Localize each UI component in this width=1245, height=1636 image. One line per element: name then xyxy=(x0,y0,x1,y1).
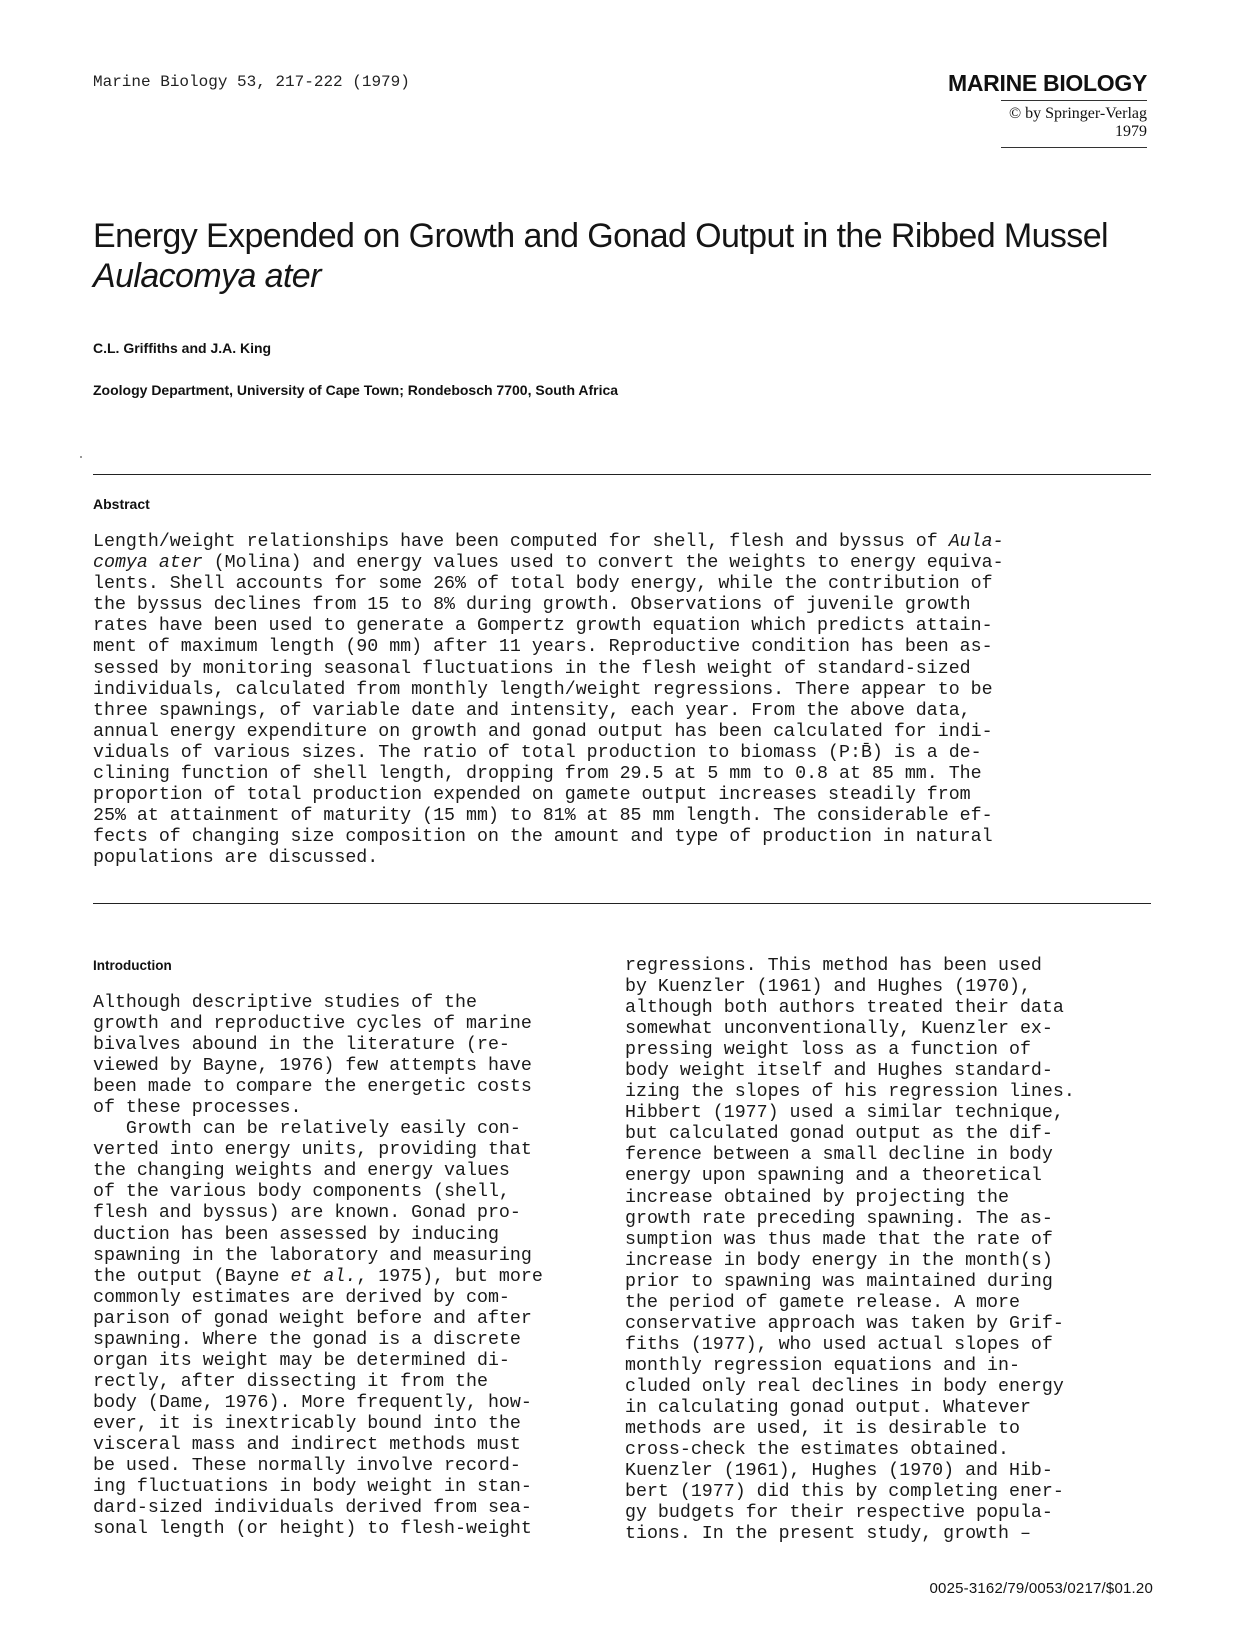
introduction-left-column xyxy=(93,993,543,1540)
text-line: Although descriptive studies of the xyxy=(93,993,477,1013)
text-line: rates have been used to generate a Gompertz growth equation which predicts attain- xyxy=(93,616,993,637)
text-line: Length/weight relationships have been computed for shell, flesh and byssus of Aula- xyxy=(93,532,1004,552)
text-line: parison of gonad weight before and after xyxy=(93,1308,532,1329)
text-line: in calculating gonad output. Whatever xyxy=(625,1397,1031,1418)
text-line: of the various body components (shell, xyxy=(93,1182,510,1203)
text-line: cross-check the estimates obtained. xyxy=(625,1440,1009,1461)
text-line: bivalves abound in the literature (re- xyxy=(93,1035,510,1056)
text-line: spawning. Where the gonad is a discrete xyxy=(93,1329,521,1350)
text-line: gy budgets for their respective popula- xyxy=(625,1503,1053,1524)
text-line: the changing weights and energy values xyxy=(93,1161,510,1182)
text-line: Hibbert (1977) used a similar technique, xyxy=(625,1103,1064,1124)
text-line: populations are discussed. xyxy=(93,848,379,869)
abstract-heading: Abstract xyxy=(93,496,150,512)
text-line: been made to compare the energetic costs xyxy=(93,1077,532,1098)
text-line: spawning in the laboratory and measuring xyxy=(93,1245,532,1266)
text-line: conservative approach was taken by Grif- xyxy=(625,1313,1064,1334)
text-line: 25% at attainment of maturity (15 mm) to 81% at 85 mm length. The considerable ef- xyxy=(93,806,993,827)
text-line: sonal length (or height) to flesh-weight xyxy=(93,1519,532,1540)
text-line: fects of changing size composition on the amount and type of production in natural xyxy=(93,827,993,848)
text-line: although both authors treated their data xyxy=(625,998,1064,1019)
abstract-bottom-rule xyxy=(93,903,1151,904)
text-line: viduals of various sizes. The ratio of total production to biomass (P:B̄) is a de- xyxy=(93,742,982,763)
text-line: Growth can be relatively easily con- xyxy=(93,1119,521,1140)
affiliation: Zoology Department, University of Cape Town; Rondebosch 7700, South Africa xyxy=(93,382,619,398)
abstract-body xyxy=(93,532,1153,870)
text-line: lents. Shell accounts for some 26% of total body energy, while the contribution of xyxy=(93,574,993,595)
text-line: increase obtained by projecting the xyxy=(625,1187,1009,1208)
abstract-top-rule xyxy=(93,474,1151,475)
text-line: body (Dame, 1976). More frequently, how- xyxy=(93,1392,532,1413)
text-line: pressing weight loss as a function of xyxy=(625,1040,1031,1061)
article-title xyxy=(93,216,1153,296)
introduction-heading: Introduction xyxy=(93,958,172,973)
text-line: of these processes. xyxy=(93,1098,302,1119)
title-main: Energy Expended on Growth and Gonad Output in the Ribbed Mussel xyxy=(93,217,1108,255)
text-line: clining function of shell length, dropping from 29.5 at 5 mm to 0.8 at 85 mm. The xyxy=(93,764,982,785)
text-line: be used. These normally involve record- xyxy=(93,1456,521,1477)
text-line: izing the slopes of his regression lines. xyxy=(625,1082,1075,1103)
text-line: organ its weight may be determined di- xyxy=(93,1350,510,1371)
text-line: ever, it is inextricably bound into the xyxy=(93,1413,521,1434)
citation: Marine Biology 53, 217-222 (1979) xyxy=(93,73,410,91)
text-line: visceral mass and indirect methods must xyxy=(93,1434,521,1455)
text-line: cluded only real declines in body energy xyxy=(625,1376,1064,1397)
introduction-right-column xyxy=(625,956,1075,1545)
text-line: rectly, after dissecting it from the xyxy=(93,1371,488,1392)
text-line: viewed by Bayne, 1976) few attempts have xyxy=(93,1056,532,1077)
scan-speck xyxy=(80,456,82,458)
text-line: regressions. This method has been used xyxy=(625,956,1042,976)
text-line: proportion of total production expended on gamete output increases steadily from xyxy=(93,785,971,806)
text-line: duction has been assessed by inducing xyxy=(93,1224,499,1245)
text-line: three spawnings, of variable date and intensity, each year. From the above data, xyxy=(93,700,971,721)
text-line: the output (Bayne et al., 1975), but more xyxy=(93,1266,543,1287)
text-line: annual energy expenditure on growth and gonad output has been calculated for indi- xyxy=(93,721,993,742)
text-line: tions. In the present study, growth – xyxy=(625,1524,1031,1545)
text-line: ing fluctuations in body weight in stan- xyxy=(93,1477,532,1498)
text-line: ment of maximum length (90 mm) after 11 years. Reproductive condition has been as- xyxy=(93,637,993,658)
text-line: growth rate preceding spawning. The as- xyxy=(625,1208,1053,1229)
text-line: the period of gamete release. A more xyxy=(625,1292,1020,1313)
issn-code: 0025-3162/79/0053/0217/$01.20 xyxy=(929,1580,1153,1597)
text-line: sumption was thus made that the rate of xyxy=(625,1229,1053,1250)
journal-masthead xyxy=(937,70,1147,148)
authors: C.L. Griffiths and J.A. King xyxy=(93,340,272,356)
text-line: comya ater (Molina) and energy values used to convert the weights to energy equiva- xyxy=(93,553,1004,574)
text-line: methods are used, it is desirable to xyxy=(625,1419,1020,1440)
text-line: somewhat unconventionally, Kuenzler ex- xyxy=(625,1019,1053,1040)
text-line: bert (1977) did this by completing ener- xyxy=(625,1482,1064,1503)
text-line: dard-sized individuals derived from sea- xyxy=(93,1498,532,1519)
text-line: individuals, calculated from monthly length/weight regressions. There appear to be xyxy=(93,679,993,700)
copyright: © by Springer-Verlag 1979 xyxy=(1001,100,1147,141)
text-line: verted into energy units, providing that xyxy=(93,1140,532,1161)
text-line: ference between a small decline in body xyxy=(625,1145,1053,1166)
text-line: the byssus declines from 15 to 8% during growth. Observations of juvenile growth xyxy=(93,595,971,616)
text-line: monthly regression equations and in- xyxy=(625,1355,1020,1376)
text-line: Kuenzler (1961), Hughes (1970) and Hib- xyxy=(625,1461,1053,1482)
text-line: growth and reproductive cycles of marine xyxy=(93,1014,532,1035)
text-line: flesh and byssus) are known. Gonad pro- xyxy=(93,1203,521,1224)
text-line: by Kuenzler (1961) and Hughes (1970), xyxy=(625,977,1031,998)
text-line: fiths (1977), who used actual slopes of xyxy=(625,1334,1053,1355)
text-line: energy upon spawning and a theoretical xyxy=(625,1166,1042,1187)
text-line: prior to spawning was maintained during xyxy=(625,1271,1053,1292)
journal-name: MARINE BIOLOGY xyxy=(948,70,1147,96)
text-line: commonly estimates are derived by com- xyxy=(93,1287,510,1308)
text-line: sessed by monitoring seasonal fluctuations in the flesh weight of standard-sized xyxy=(93,658,971,679)
text-line: body weight itself and Hughes standard- xyxy=(625,1061,1053,1082)
text-line: but calculated gonad output as the dif- xyxy=(625,1124,1053,1145)
masthead-rule xyxy=(1001,147,1147,148)
text-line: increase in body energy in the month(s) xyxy=(625,1250,1053,1271)
title-species: Aulacomya ater xyxy=(93,257,321,295)
